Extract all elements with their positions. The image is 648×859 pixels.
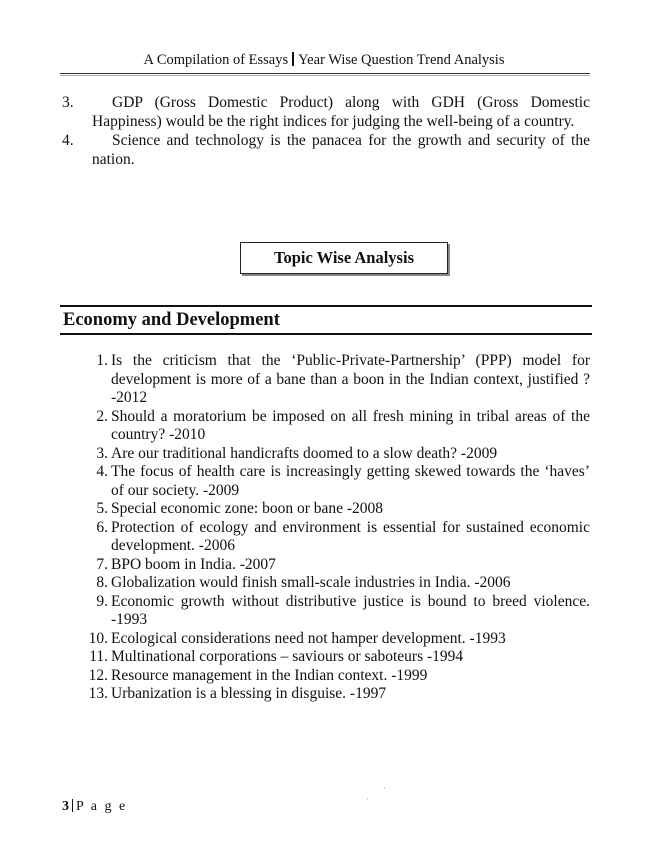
list-item (80, 556, 590, 575)
header-rule-thin (60, 75, 590, 76)
list-item (80, 463, 590, 500)
scan-speck: · (366, 794, 369, 804)
section-rule-bottom (60, 333, 592, 335)
item-text: Should a moratorium be imposed on all fresh mining in tribal areas of the country? -2010 (111, 407, 590, 443)
running-header (0, 52, 648, 69)
page-number: 3 (62, 799, 69, 814)
list-item (80, 519, 590, 556)
list-item (62, 131, 590, 169)
list-item (80, 685, 590, 704)
page-label: P a g e (76, 799, 128, 814)
footer-separator (72, 799, 73, 812)
continued-list (62, 93, 590, 169)
item-number: 11. (89, 648, 108, 665)
item-text: The focus of health care is increasingly getting skewed towards the ‘haves’ of our society. -2009 (111, 463, 590, 499)
header-rule (60, 73, 590, 74)
item-text: Ecological considerations need not hamper development. -1993 (111, 629, 506, 647)
item-number: 9. (96, 592, 108, 610)
item-number: 10. (88, 629, 108, 647)
item-text-lead: Science and technology is the panacea for the growth and security of the (112, 132, 590, 149)
item-number: 7. (96, 555, 108, 573)
page-footer (62, 799, 127, 815)
item-text-rest: Happiness) would be the right indices for judging the well-being of a country. (92, 113, 575, 130)
section-title: Economy and Development (63, 310, 280, 330)
list-item (80, 445, 590, 464)
list-item (80, 630, 590, 649)
question-list (80, 352, 590, 704)
topic-wise-analysis-box: Topic Wise Analysis (240, 242, 448, 274)
item-text-lead: GDP (Gross Domestic Product) along with GDH (Gross Domestic (112, 94, 590, 111)
item-text: Globalization would finish small-scale industries in India. -2006 (111, 574, 511, 591)
item-number: 8. (96, 574, 108, 591)
item-text: Protection of ecology and environment is essential for sustained economic development. -2006 (111, 518, 590, 554)
item-text: Is the criticism that the ‘Public-Private-Partnership’ (PPP) model for development is more of a bane than a boon in the Indian context, justified ?-2012 (111, 352, 590, 406)
item-number: 4. (62, 132, 74, 149)
item-text: Multinational corporations – saviours or saboteurs -1994 (111, 648, 464, 665)
item-number: 3. (96, 444, 108, 462)
item-text: Special economic zone: boon or bane -2008 (111, 500, 384, 517)
item-number: 1. (96, 352, 108, 369)
item-number: 3. (62, 94, 74, 111)
list-item (80, 593, 590, 630)
list-item (80, 500, 590, 519)
list-item (80, 574, 590, 593)
list-item (62, 93, 590, 131)
item-number: 13. (88, 685, 108, 702)
scan-speck: · (383, 783, 386, 793)
item-number: 2. (96, 407, 108, 425)
item-text: Urbanization is a blessing in disguise. -1997 (111, 685, 387, 702)
list-item (80, 408, 590, 445)
item-text: BPO boom in India. -2007 (111, 555, 276, 573)
header-separator (292, 52, 294, 66)
item-text: Resource management in the Indian context. -1999 (111, 666, 428, 684)
item-number: 5. (96, 500, 108, 517)
item-text-rest: nation. (92, 151, 135, 168)
header-left: A Compilation of Essays (143, 52, 289, 68)
list-item (80, 648, 590, 667)
item-text: Economic growth without distributive justice is bound to breed violence. -1993 (111, 592, 590, 628)
item-number: 4. (96, 463, 108, 480)
list-item (80, 352, 590, 408)
item-number: 12. (88, 666, 108, 684)
item-number: 6. (96, 518, 108, 536)
list-item (80, 667, 590, 686)
header-right: Year Wise Question Trend Analysis (298, 52, 505, 68)
section-rule-top (60, 305, 592, 307)
item-text: Are our traditional handicrafts doomed to a slow death? -2009 (111, 444, 498, 462)
